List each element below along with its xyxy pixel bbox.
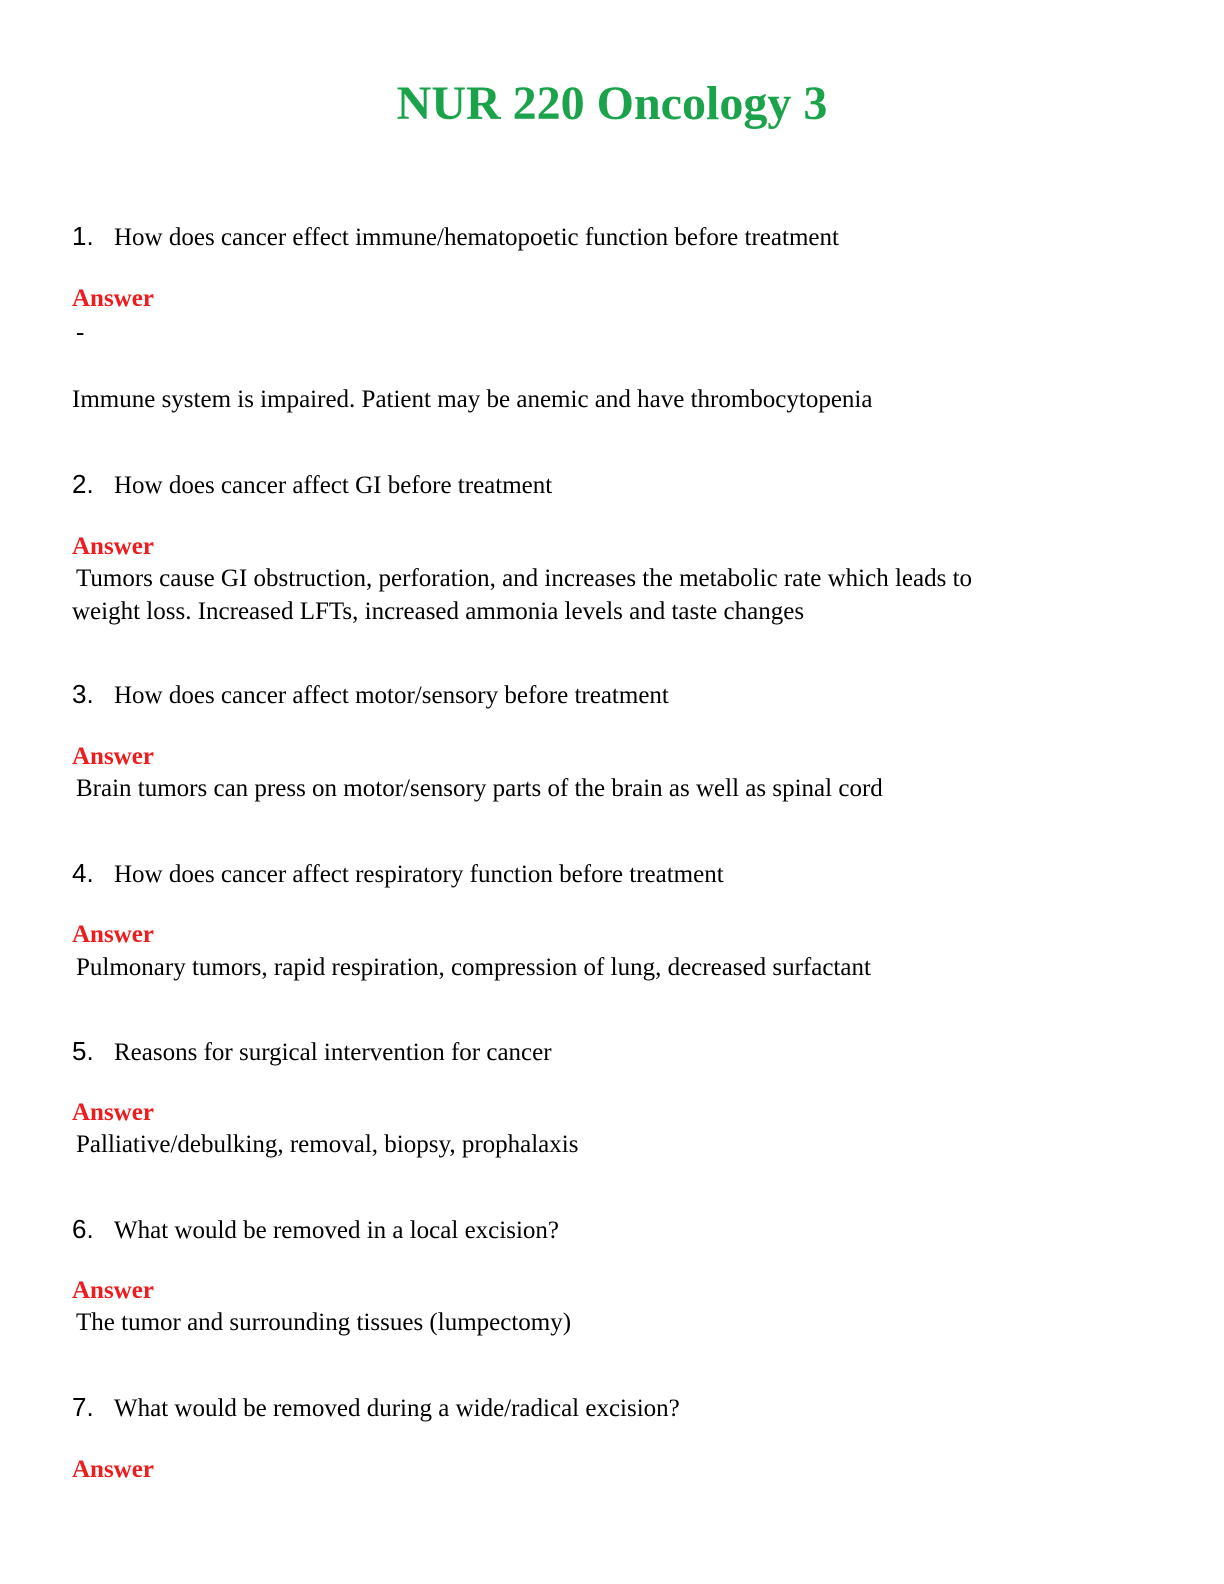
answer-text: Brain tumors can press on motor/sensory parts of the brain as well as spinal cord [76, 775, 883, 802]
question-number: 3. [72, 679, 94, 709]
question-text: What would be removed during a wide/radical excision? [114, 1395, 680, 1422]
question-5 [72, 1033, 1152, 1071]
question-number: 1. [72, 221, 94, 251]
answer-text: Pulmonary tumors, rapid respiration, compression of lung, decreased surfactant [76, 954, 871, 981]
answer-text-cont: weight loss. Increased LFTs, increased ammonia levels and taste changes [72, 598, 805, 625]
question-text: What would be removed in a local excision? [114, 1217, 559, 1244]
answer-label: Answer [72, 1456, 154, 1483]
answer-dash: - [76, 319, 85, 346]
question-1 [72, 218, 1152, 256]
answer-text: The tumor and surrounding tissues (lumpectomy) [76, 1309, 572, 1336]
answer-label: Answer [72, 1277, 154, 1304]
question-6 [72, 1211, 1152, 1249]
question-number: 7. [72, 1392, 94, 1422]
answer-label: Answer [72, 285, 154, 312]
question-text: How does cancer affect motor/sensory before treatment [114, 682, 669, 709]
answer-label: Answer [72, 1099, 154, 1126]
answer-text: Palliative/debulking, removal, biopsy, prophalaxis [76, 1131, 579, 1158]
question-4 [72, 855, 1152, 893]
question-text: Reasons for surgical intervention for cancer [114, 1039, 552, 1066]
question-3 [72, 676, 1152, 714]
question-text: How does cancer effect immune/hematopoetic function before treatment [114, 224, 839, 251]
answer-label: Answer [72, 533, 154, 560]
question-number: 4. [72, 858, 94, 888]
answer-text: Tumors cause GI obstruction, perforation, and increases the metabolic rate which leads to [76, 565, 973, 592]
question-text: How does cancer affect respiratory function before treatment [114, 861, 724, 888]
question-2 [72, 466, 1152, 504]
question-number: 6. [72, 1214, 94, 1244]
answer-text: Immune system is impaired. Patient may be anemic and have thrombocytopenia [72, 386, 873, 413]
question-text: How does cancer affect GI before treatment [114, 472, 553, 499]
question-number: 2. [72, 469, 94, 499]
answer-label: Answer [72, 921, 154, 948]
answer-label: Answer [72, 743, 154, 770]
question-7 [72, 1389, 1152, 1427]
question-number: 5. [72, 1036, 94, 1066]
page-title: NUR 220 Oncology 3 [396, 77, 828, 130]
